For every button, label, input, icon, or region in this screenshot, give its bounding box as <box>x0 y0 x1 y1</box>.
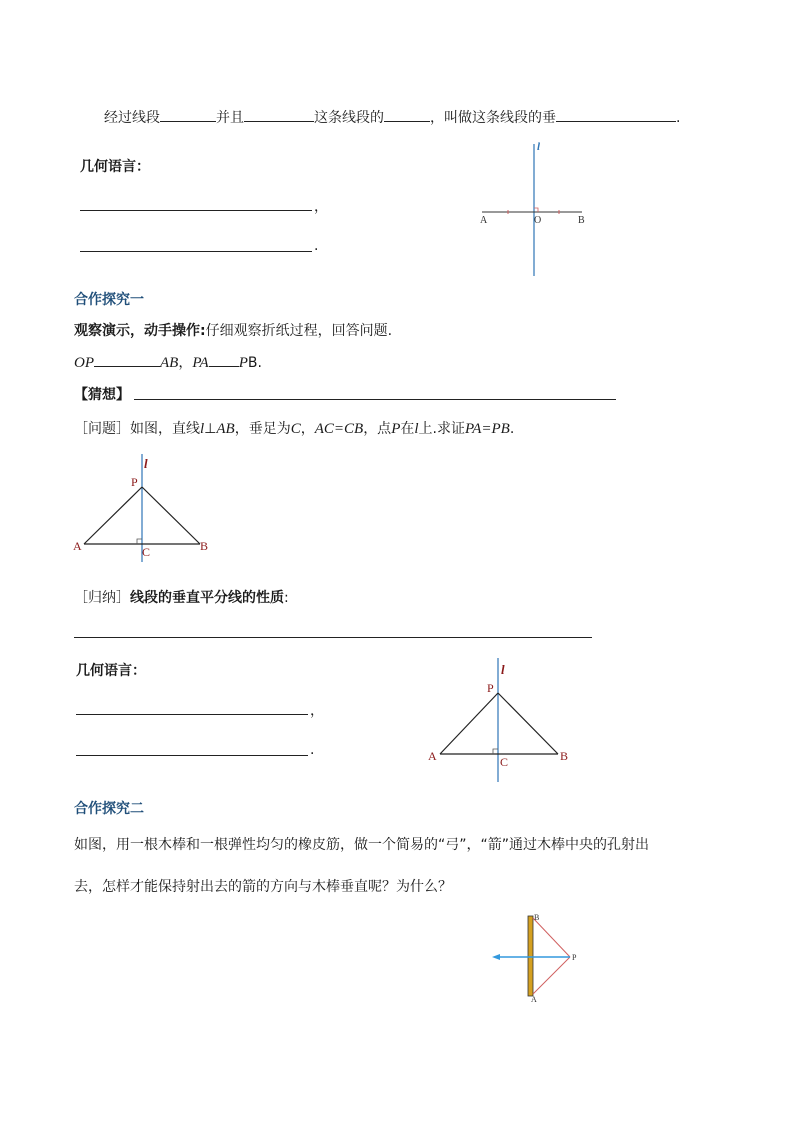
comma: ， <box>178 355 193 371</box>
answer-line-3[interactable] <box>76 714 308 715</box>
observe-line <box>74 320 392 340</box>
triangle-figure-2 <box>426 656 576 784</box>
label-a: A <box>73 539 82 553</box>
segment-pa <box>440 693 498 754</box>
right-angle-mark <box>493 749 498 754</box>
string-lower <box>533 957 570 994</box>
label-b: B <box>578 215 585 226</box>
problem-text-1: 如图，直线 <box>130 421 200 437</box>
problem-l: l <box>200 421 205 437</box>
label-c: C <box>142 545 151 559</box>
answer-line-2-end: . <box>314 238 319 254</box>
segment-pb <box>142 487 200 544</box>
answer-line-4-end: . <box>310 742 315 758</box>
blank-4[interactable] <box>556 107 676 122</box>
op-ab-line <box>74 352 262 372</box>
problem-l2: l <box>414 421 419 437</box>
ab-var: AB <box>160 355 179 371</box>
label-p: P <box>487 681 494 695</box>
label-a: A <box>480 215 488 226</box>
label-p: P <box>131 475 138 489</box>
arrow-head <box>492 954 500 960</box>
geo-language-heading-1: 几何语言： <box>80 159 150 175</box>
summary-bracket: ［归纳］ <box>74 590 130 606</box>
guess-label: 【猜想】 <box>74 387 130 403</box>
problem-text-5: 在 <box>400 421 415 437</box>
bow-text-line-1: 如图，用一根木棒和一根弹性均匀的橡皮筋，做一个简易的“弓”，“箭”通过木棒中央的孔射出 <box>74 837 650 853</box>
bow-figure <box>488 910 588 1005</box>
intro-text-3: 这条线段的 <box>314 110 384 126</box>
summary-answer-line[interactable] <box>74 637 592 638</box>
observe-bold: 观察演示，动手操作: <box>74 323 206 339</box>
label-o: O <box>534 215 542 226</box>
blank-1[interactable] <box>160 107 216 122</box>
summary-line <box>74 587 289 607</box>
label-b: B <box>200 539 209 553</box>
segment-pb <box>498 693 558 754</box>
intro-end: . <box>676 110 681 126</box>
triangle-figure-1 <box>70 450 220 565</box>
intro-text-4: ，叫做这条线段的垂 <box>430 110 556 126</box>
summary-colon: : <box>284 590 289 606</box>
label-b: B <box>560 749 569 763</box>
wooden-stick <box>528 916 533 996</box>
blank-op[interactable] <box>94 352 160 367</box>
answer-line-4[interactable] <box>76 755 308 756</box>
problem-perp: ⊥ <box>204 421 217 437</box>
b-var: B. <box>247 355 262 371</box>
p-var: P <box>238 355 248 371</box>
label-a: A <box>428 749 437 763</box>
summary-bold: 线段的垂直平分线的性质 <box>130 590 284 606</box>
label-c: C <box>500 755 509 769</box>
problem-text-3: ， <box>300 421 315 437</box>
problem-end: . <box>509 421 515 437</box>
label-l: l <box>537 141 541 153</box>
section-title-2: 合作探究二 <box>74 801 144 817</box>
definition-line <box>104 107 680 127</box>
label-b: B <box>534 913 540 922</box>
right-angle-mark <box>137 539 142 544</box>
bow-text-line-2: 去，怎样才能保持射出去的箭的方向与木棒垂直呢？为什么？ <box>74 879 452 895</box>
pa-var: PA <box>192 355 209 371</box>
problem-c: C <box>290 421 301 437</box>
segment-pa <box>84 487 142 544</box>
problem-text-6: 上.求证 <box>418 421 465 437</box>
label-l: l <box>501 662 505 677</box>
geo-language-heading-2: 几何语言： <box>76 663 146 679</box>
problem-papb: PA=PB <box>464 421 510 437</box>
string-upper <box>533 918 570 957</box>
answer-line-2[interactable] <box>80 251 312 252</box>
section-title-1: 合作探究一 <box>74 292 144 308</box>
answer-line-1-end: ， <box>314 199 328 215</box>
label-a: A <box>531 995 537 1004</box>
intro-text-2: 并且 <box>216 110 244 126</box>
problem-line <box>74 418 514 438</box>
problem-text-4: ，点 <box>363 421 392 437</box>
label-p: P <box>572 953 577 962</box>
answer-line-1[interactable] <box>80 210 312 211</box>
blank-pa[interactable] <box>209 352 239 367</box>
intro-text-1: 经过线段 <box>104 110 160 126</box>
problem-ab: AB <box>216 421 235 437</box>
perpendicular-bisector-figure <box>470 140 600 280</box>
op-var: OP <box>74 355 94 371</box>
problem-p: P <box>391 421 401 437</box>
observe-text: 仔细观察折纸过程，回答问题. <box>205 323 393 339</box>
problem-accb: AC=CB <box>314 421 364 437</box>
answer-line-3-end: ， <box>310 703 324 719</box>
blank-3[interactable] <box>384 107 430 122</box>
label-l: l <box>144 456 148 471</box>
problem-text-2: ，垂足为 <box>234 421 291 437</box>
problem-bracket: ［问题］ <box>74 421 130 437</box>
guess-line[interactable] <box>134 399 616 400</box>
blank-2[interactable] <box>244 107 314 122</box>
